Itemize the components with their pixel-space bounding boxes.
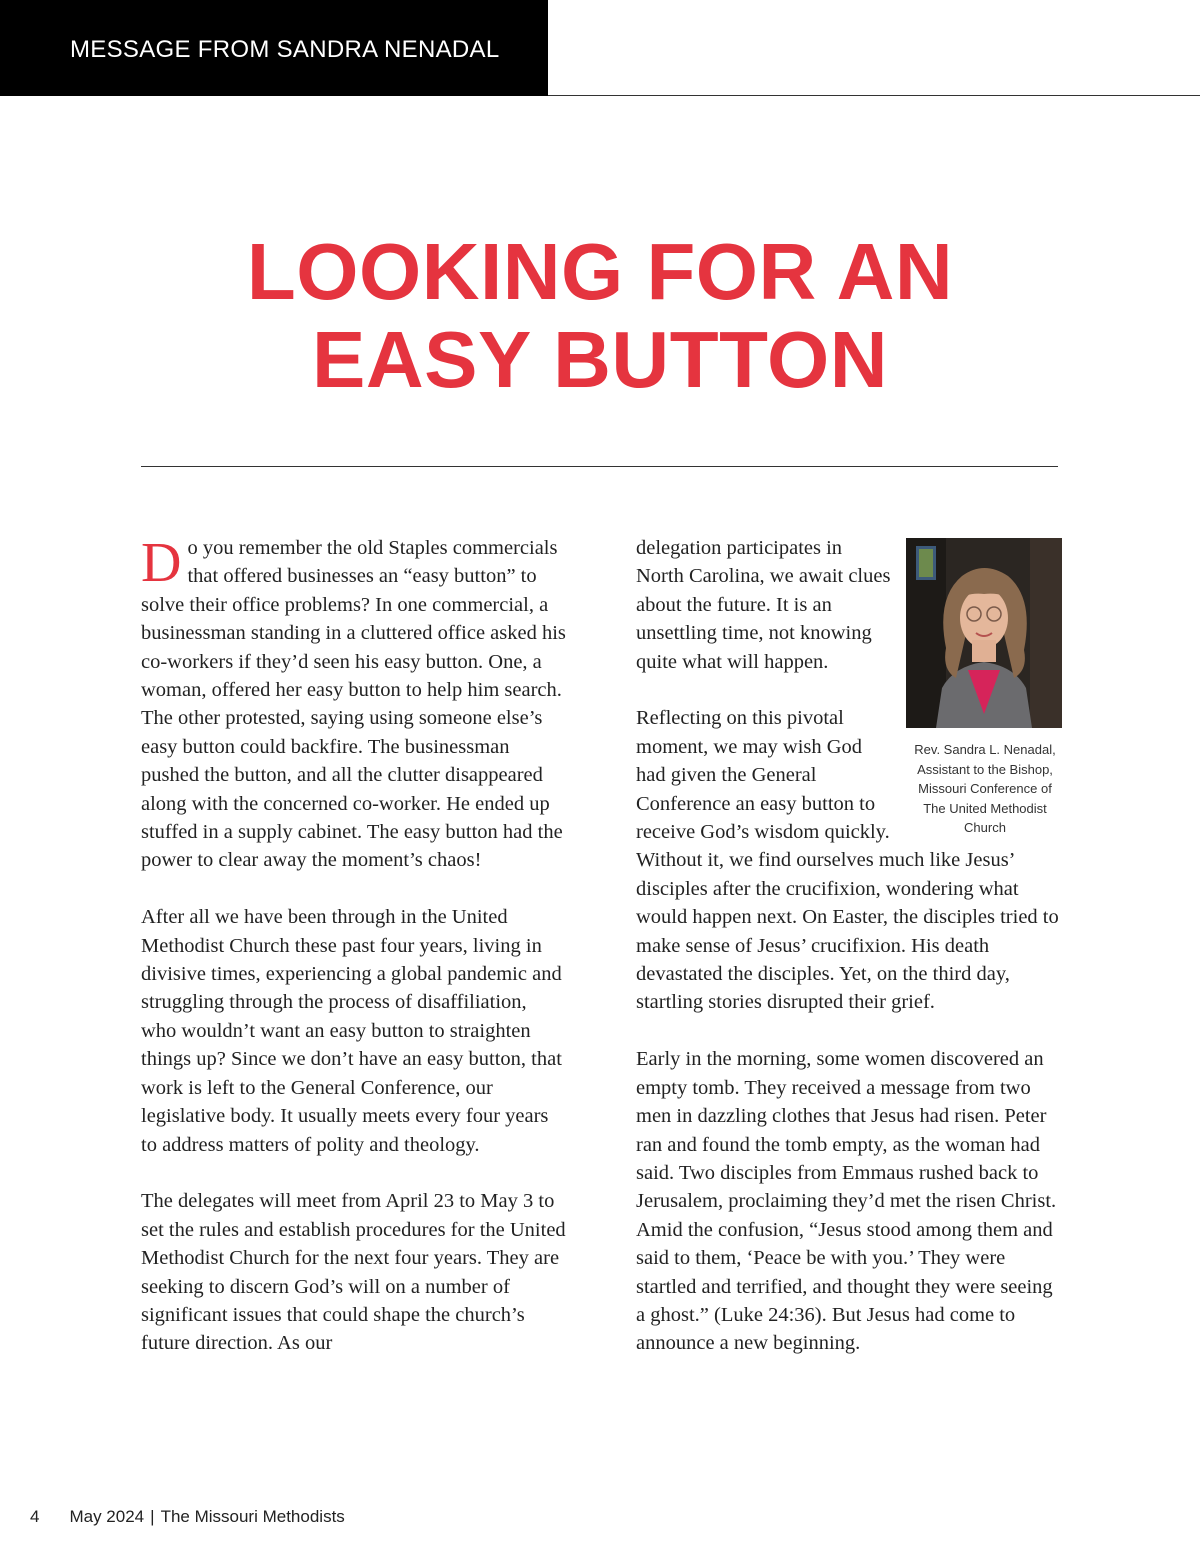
article-column-right <box>636 534 1061 1386</box>
title-rule <box>141 466 1058 467</box>
paragraph-3: The delegates will meet from April 23 to May 3 to set the rules and establish procedures for the United Methodist Church for the next four years. They are seeking to discern God’s will on a number of significant issues that could shape the church’s future direction. As our <box>141 1190 566 1355</box>
paragraph-1 <box>141 534 566 875</box>
page-footer <box>30 1507 345 1527</box>
author-photo <box>906 538 1062 728</box>
issue-date: May 2024 <box>69 1507 145 1526</box>
footer-separator: | <box>150 1507 155 1526</box>
caption-line: Rev. Sandra L. Nenadal, <box>914 742 1056 757</box>
page-number: 4 <box>30 1507 40 1526</box>
paragraph-1-text: o you remember the old Staples commercials that offered businesses an “easy button” to solve their office problems? In one commercial, a businessman standing in a cluttered office asked his co-workers if they’d seen his easy button. One, a woman, offered her easy button to help him search. The other protested, saying using someone else’s easy button could backfire. The businessman pushed the button, and all the clutter disappeared along with the concerned co-worker. He ended up stuffed in a supply cabinet. The easy button had the power to clear away the moment’s chaos! <box>141 537 566 872</box>
article-column-left <box>141 534 566 1386</box>
title-line-1: LOOKING FOR AN <box>246 227 954 316</box>
caption-line: Church <box>964 820 1006 835</box>
section-label: MESSAGE FROM SANDRA NENADAL <box>70 36 500 63</box>
paragraph-3-continued: delegation participates in North Carolina, we await clues about the future. It is an unsettling time, not knowing quite what will happen. <box>636 537 891 673</box>
drop-cap: D <box>141 532 182 594</box>
paragraph-2: After all we have been through in the United Methodist Church these past four years, living in divisive times, experiencing a global pandemic and struggling through the process of disaffiliation, who wouldn’t want an easy button to straighten things up? Since we don’t have an easy button, that work is left to the General Conference, our legislative body. It usually meets every four years to address matters of polity and theology. <box>141 906 562 1156</box>
photo-caption <box>906 740 1064 838</box>
portrait-illustration <box>906 538 1062 728</box>
paragraph-4: Reflecting on this pivotal moment, we may wish God had given the General Conference an easy button to receive God’s wisdom quickly. Without it, we find ourselves much like Jesus’ disciples after the crucifixion, wondering what would happen next. On Easter, the disciples tried to make sense of Jesus’ crucifixion. His death devastated the disciples. Yet, on the third day, startling stories disrupted their grief. <box>636 707 1059 1014</box>
author-photo-block <box>906 538 1064 838</box>
caption-line: The United Methodist <box>923 800 1047 816</box>
title-line-2: EASY BUTTON <box>312 315 888 404</box>
caption-line: Missouri Conference of <box>918 781 1052 796</box>
caption-line: Assistant to the Bishop, <box>917 761 1053 777</box>
paragraph-5: Early in the morning, some women discovered an empty tomb. They received a message from two men in dazzling clothes that Jesus had risen. Peter ran and found the tomb empty, as the woman had said. Two disciples from Emmaus rushed back to Jerusalem, proclaiming they’d met the risen Christ. Amid the confusion, “Jesus stood among them and said to them, ‘Peace be with you.’ They were startled and terrified, and thought they were seeing a ghost.” (Luke 24:36). But Jesus had come to announce a new beginning. <box>636 1048 1057 1355</box>
header-rule <box>548 95 1200 96</box>
article-title <box>0 228 1200 404</box>
publication-name: The Missouri Methodists <box>160 1507 345 1526</box>
